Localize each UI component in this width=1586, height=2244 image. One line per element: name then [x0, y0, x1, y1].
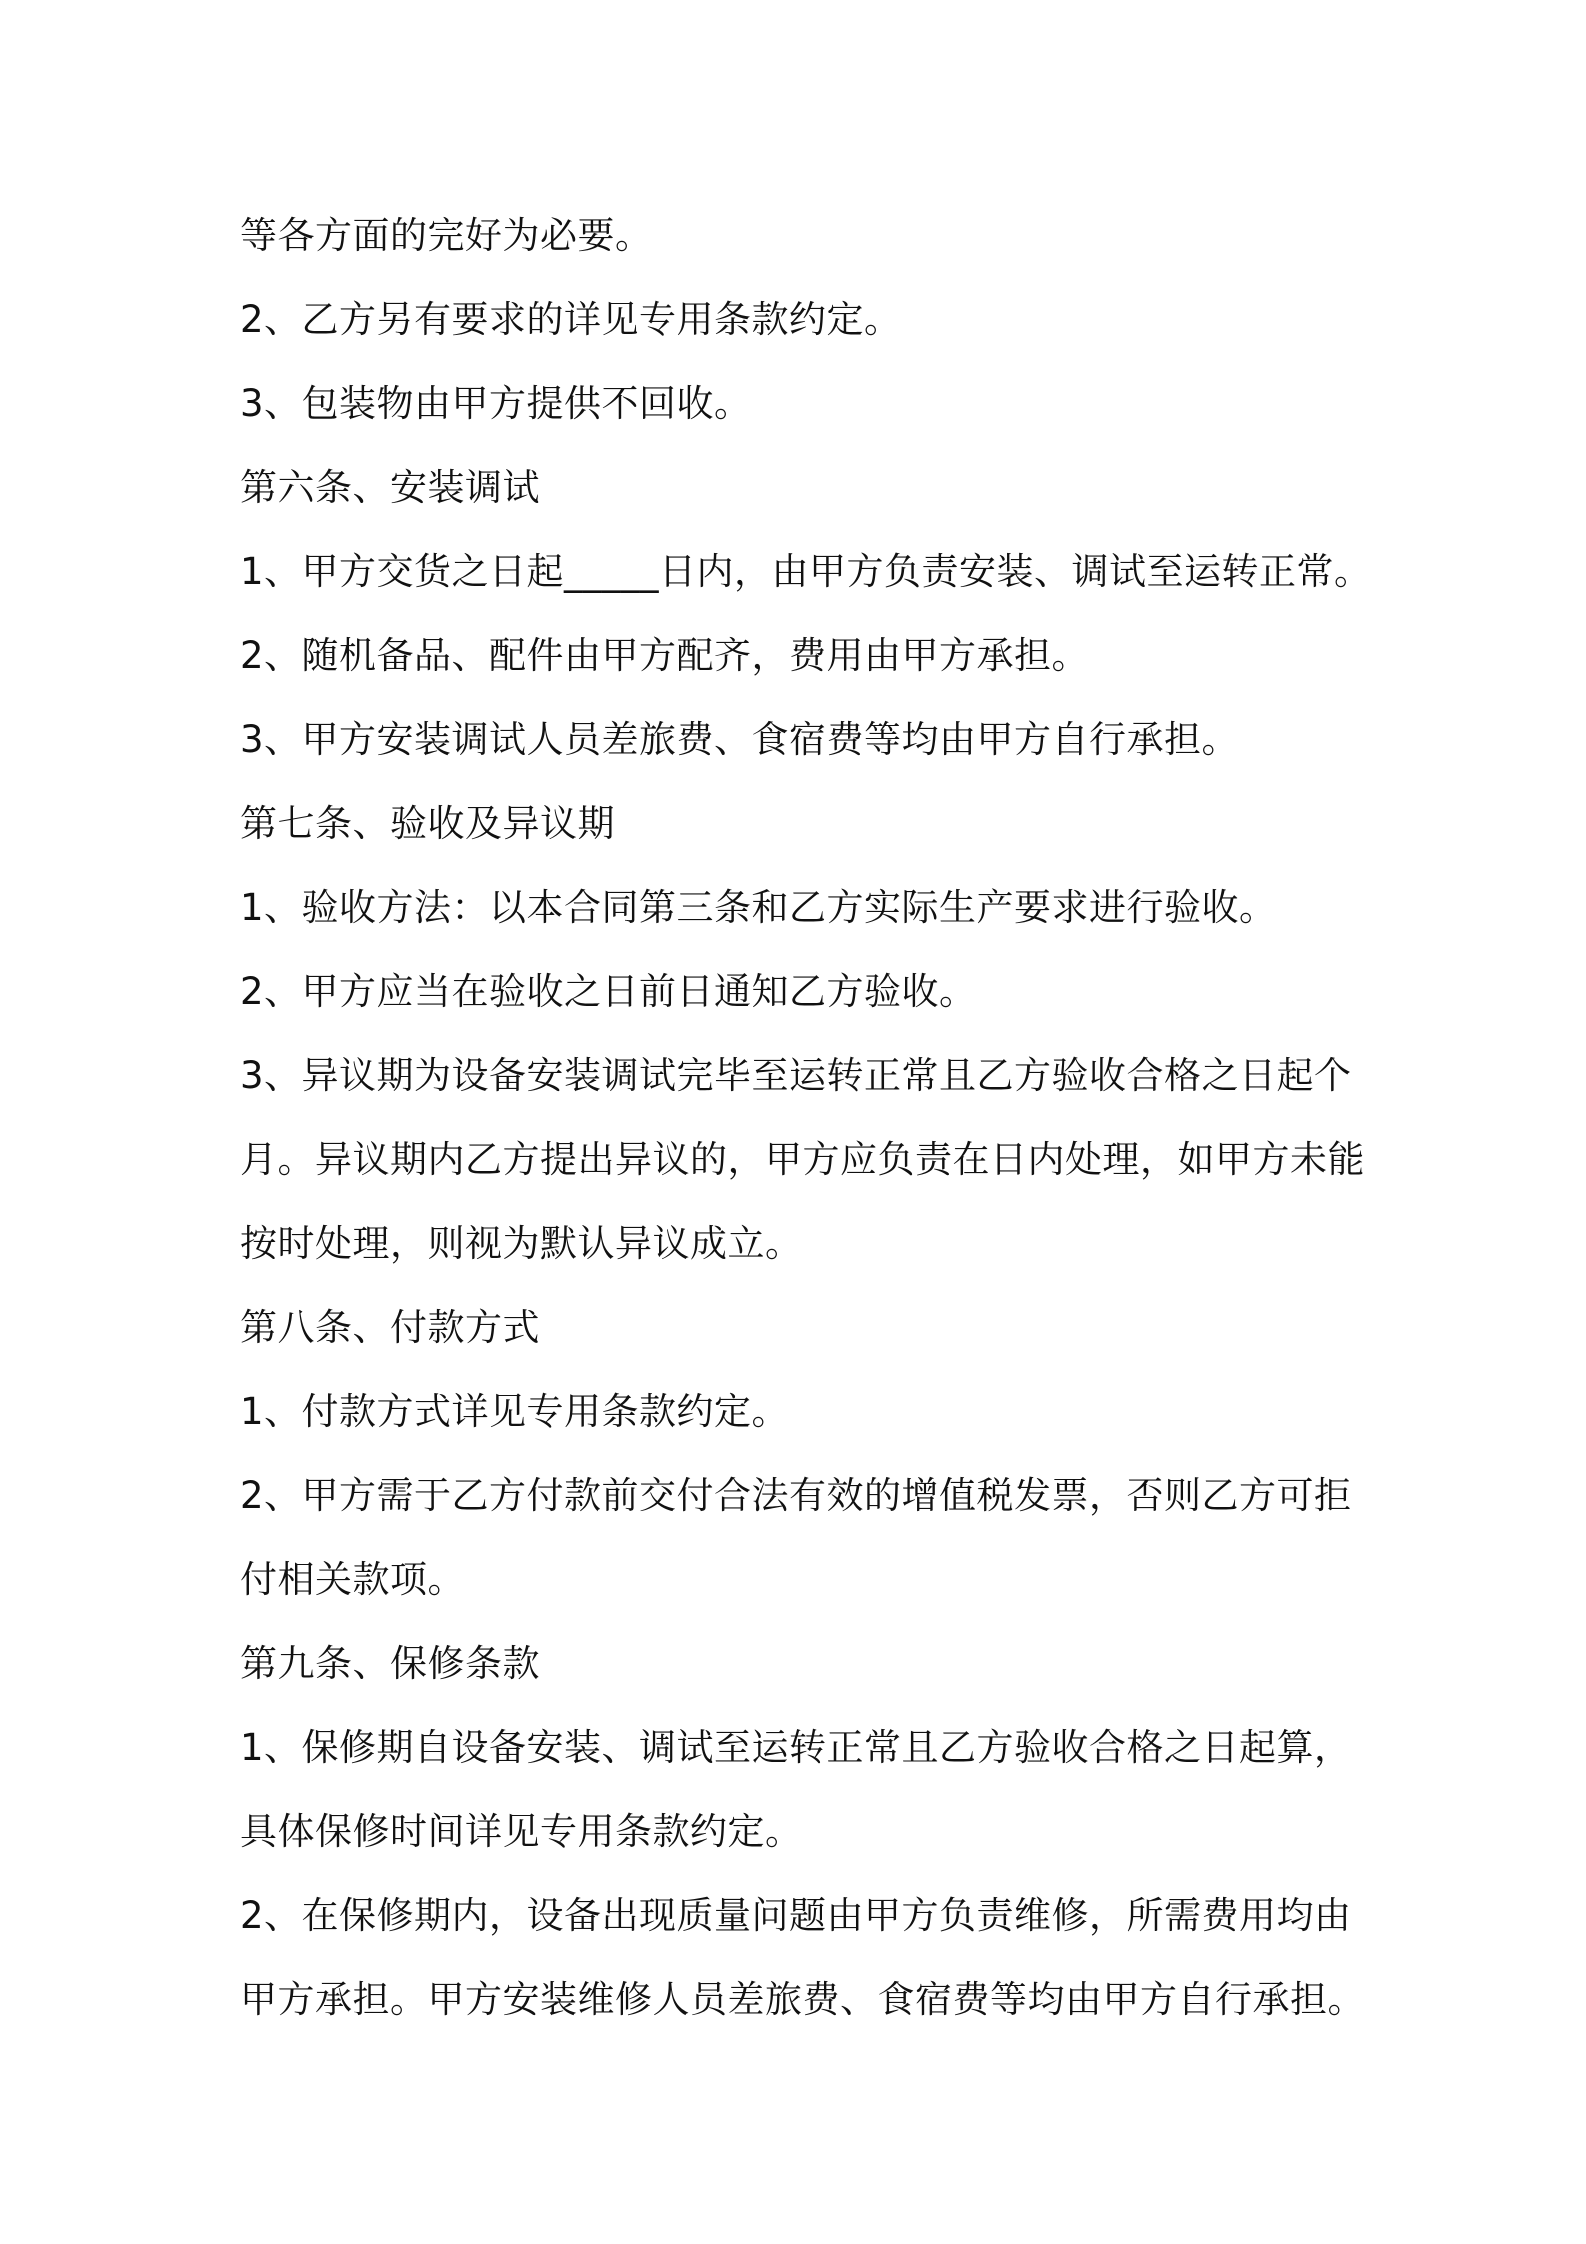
text-line: 1、保修期自设备安装、调试至运转正常且乙方验收合格之日起算， — [240, 1726, 1352, 1769]
section-heading: 第九条、保修条款 — [240, 1642, 540, 1685]
document-body — [240, 194, 1370, 2042]
text-line: 1、付款方式详见专用条款约定。 — [240, 1390, 790, 1433]
text-line: 1、验收方法：以本合同第三条和乙方实际生产要求进行验收。 — [240, 886, 1277, 929]
text-line: 等各方面的完好为必要。 — [240, 214, 653, 257]
text-line: 按时处理，则视为默认异议成立。 — [240, 1222, 803, 1265]
text-line: 具体保修时间详见专用条款约定。 — [240, 1810, 803, 1853]
section-heading: 第八条、付款方式 — [240, 1306, 540, 1349]
text-line: 3、异议期为设备安装调试完毕至运转正常且乙方验收合格之日起个 — [240, 1054, 1352, 1097]
section-heading: 第七条、验收及异议期 — [240, 802, 615, 845]
text-line: 2、甲方应当在验收之日前日通知乙方验收。 — [240, 970, 977, 1013]
text-line: 月。异议期内乙方提出异议的，甲方应负责在日内处理，如甲方未能 — [240, 1138, 1365, 1181]
text-line: 付相关款项。 — [240, 1558, 465, 1601]
section-heading: 第六条、安装调试 — [240, 466, 540, 509]
text-line: 3、包装物由甲方提供不回收。 — [240, 382, 752, 425]
text-line: 2、在保修期内，设备出现质量问题由甲方负责维修，所需费用均由 — [240, 1894, 1352, 1937]
text-line: 甲方承担。甲方安装维修人员差旅费、食宿费等均由甲方自行承担。 — [240, 1978, 1365, 2021]
text-line: 2、随机备品、配件由甲方配齐，费用由甲方承担。 — [240, 634, 1090, 677]
text-line: 3、甲方安装调试人员差旅费、食宿费等均由甲方自行承担。 — [240, 718, 1240, 761]
text-line: 1、甲方交货之日起_____日内，由甲方负责安装、调试至运转正常。 — [240, 550, 1372, 593]
text-line: 2、乙方另有要求的详见专用条款约定。 — [240, 298, 902, 341]
text-line: 2、甲方需于乙方付款前交付合法有效的增值税发票，否则乙方可拒 — [240, 1474, 1352, 1517]
